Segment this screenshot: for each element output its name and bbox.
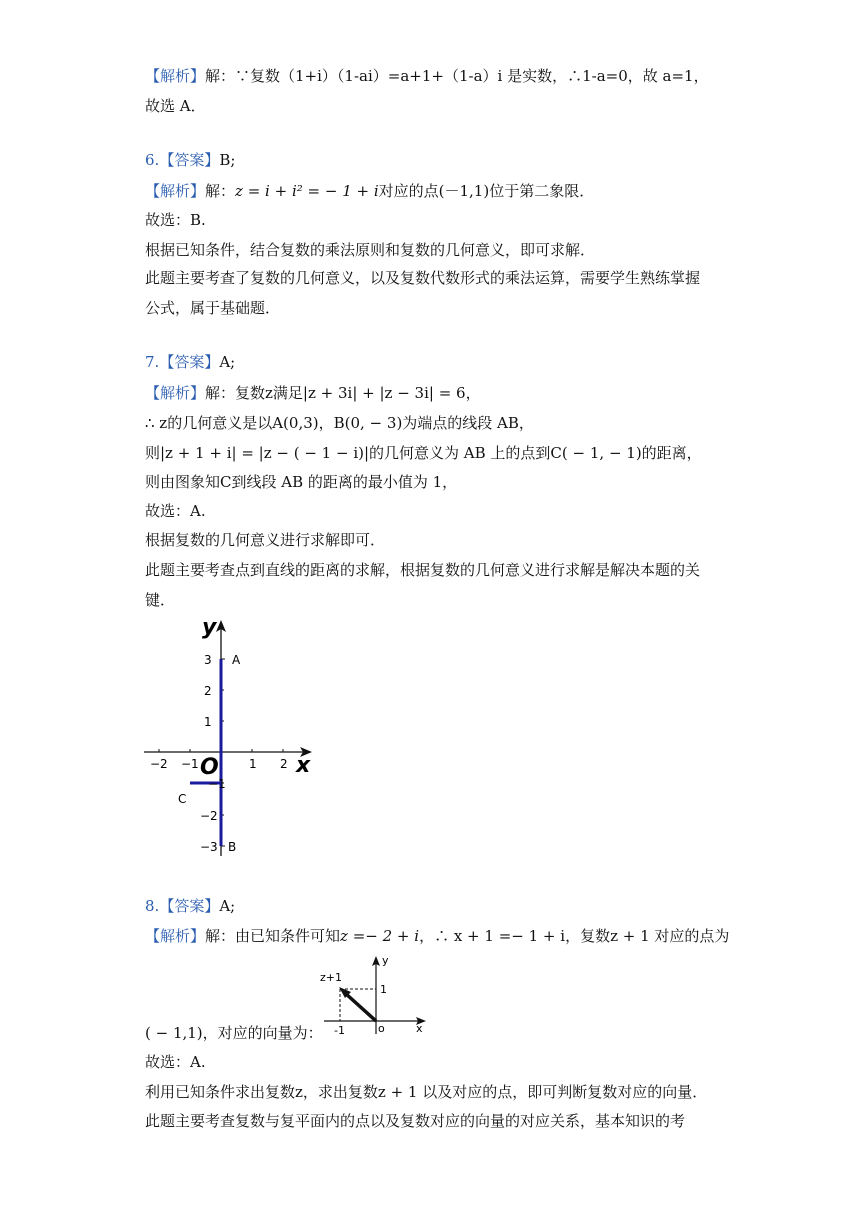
origin-label: o <box>378 1022 385 1035</box>
point-b-label: B <box>228 840 237 854</box>
q5-analysis-line1 <box>145 66 709 86</box>
q7-analysis-line1 <box>145 383 481 403</box>
y-axis-label: y <box>382 954 389 967</box>
q6-line5: 公式，属于基础题． <box>145 299 281 317</box>
x-axis-label: x <box>416 1022 423 1035</box>
q7-line4: 则由图象知C到线段 AB 的距离的最小值为 1， <box>145 473 458 491</box>
y-tick-neg1: −1 <box>208 777 226 791</box>
q6-line1-suffix: 对应的点(－1,1)位于第二象限． <box>378 182 595 200</box>
q6-line4: 此题主要考查了复数的几何意义，以及复数代数形式的乘法运算，需要学生熟练掌握 <box>145 269 701 287</box>
q6-answer-line <box>145 150 235 170</box>
q8-line5: 此题主要考查复数与复平面内的点以及复数对应的向量的对应关系，基本知识的考 <box>145 1112 686 1130</box>
q6-answer: B; <box>219 151 236 169</box>
x-tick-neg1: −1 <box>181 757 199 771</box>
q7-answer-line <box>145 352 235 372</box>
q6-line1-math: z = i + i² = − 1 + i <box>235 182 379 200</box>
y-tick-3: 3 <box>204 653 212 667</box>
q6-answer-tag: 【答案】 <box>159 151 220 169</box>
q7-number: 7. <box>145 353 160 371</box>
y-tick-neg3: −3 <box>200 840 218 854</box>
x-axis-label: x <box>296 753 311 778</box>
q7-line3: 则|z + 1 + i| = |z − ( − 1 − i)|的几何意义为 AB 上的点到C( − 1, − 1)的距离， <box>145 444 702 462</box>
origin-label: O <box>200 755 219 780</box>
q6-line3: 根据已知条件，结合复数的乘法原则和复数的几何意义，即可求解． <box>145 241 596 259</box>
q6-analysis-line1 <box>145 181 594 201</box>
q8-number: 8. <box>145 897 160 915</box>
x-tick-neg2: −2 <box>150 757 168 771</box>
q7-line2: ∴ z的几何意义是以A(0,3)，B(0, − 3)为端点的线段 AB， <box>145 414 534 432</box>
q5-analysis-line2: 故选 A． <box>145 97 206 115</box>
q5-analysis-tag: 【解析】 <box>145 67 206 85</box>
q7-line8: 键． <box>145 591 176 609</box>
tick-neg-one-label: -1 <box>334 1024 345 1037</box>
q8-analysis-tag: 【解析】 <box>145 927 206 945</box>
x-tick-1: 1 <box>249 757 257 771</box>
q8-answer: A; <box>219 897 236 915</box>
y-tick-1: 1 <box>204 715 212 729</box>
q7-line6: 根据复数的几何意义进行求解即可． <box>145 531 386 549</box>
q7-coordinate-figure <box>140 612 320 862</box>
vector-arrow <box>345 993 376 1021</box>
q6-analysis-tag: 【解析】 <box>145 182 206 200</box>
q8-answer-line <box>145 896 235 916</box>
q8-analysis-line1 <box>145 926 729 946</box>
q8-line1-mid: ，∴ x + 1 =− 1 + i <box>419 927 566 945</box>
q8-answer-tag: 【答案】 <box>159 897 220 915</box>
q6-line1-prefix: 解： <box>205 182 236 200</box>
q7-answer-tag: 【答案】 <box>159 353 220 371</box>
x-tick-2: 2 <box>280 757 288 771</box>
q7-line1: 解：复数z满足|z + 3i| + |z − 3i| = 6， <box>205 384 481 402</box>
q8-line4: 利用已知条件求出复数z，求出复数z + 1 以及对应的点，即可判断复数对应的向量． <box>145 1083 708 1101</box>
q8-line1-suffix: ，复数z + 1 对应的点为 <box>565 927 730 945</box>
q8-line3: 故选：A. <box>145 1053 206 1071</box>
point-c-label: C <box>178 792 187 806</box>
q7-analysis-tag: 【解析】 <box>145 384 206 402</box>
q7-answer: A; <box>219 353 236 371</box>
q6-number: 6. <box>145 151 160 169</box>
q8-line2: ( − 1,1)，对应的向量为： <box>145 1024 323 1042</box>
q8-vector-figure <box>312 952 432 1038</box>
z-plus-1-label: z+1 <box>320 971 342 984</box>
tick-one-label: 1 <box>380 983 387 996</box>
y-tick-neg2: −2 <box>200 809 218 823</box>
q5-analysis-text: 解：∵复数（1+i）（1-ai）=a+1+（1-a）i 是实数，∴1-a=0，故 a=1， <box>205 67 709 85</box>
y-axis-label: y <box>202 615 217 640</box>
y-tick-2: 2 <box>204 684 212 698</box>
q8-line1-prefix: 解：由已知条件可知 <box>205 927 341 945</box>
q6-line2: 故选：B. <box>145 211 206 229</box>
q7-line5: 故选：A. <box>145 502 206 520</box>
q7-line7: 此题主要考查点到直线的距离的求解，根据复数的几何意义进行求解是解决本题的关 <box>145 561 701 579</box>
point-a-label: A <box>232 653 241 667</box>
q8-line1-math1: z =− 2 + i <box>340 927 420 945</box>
